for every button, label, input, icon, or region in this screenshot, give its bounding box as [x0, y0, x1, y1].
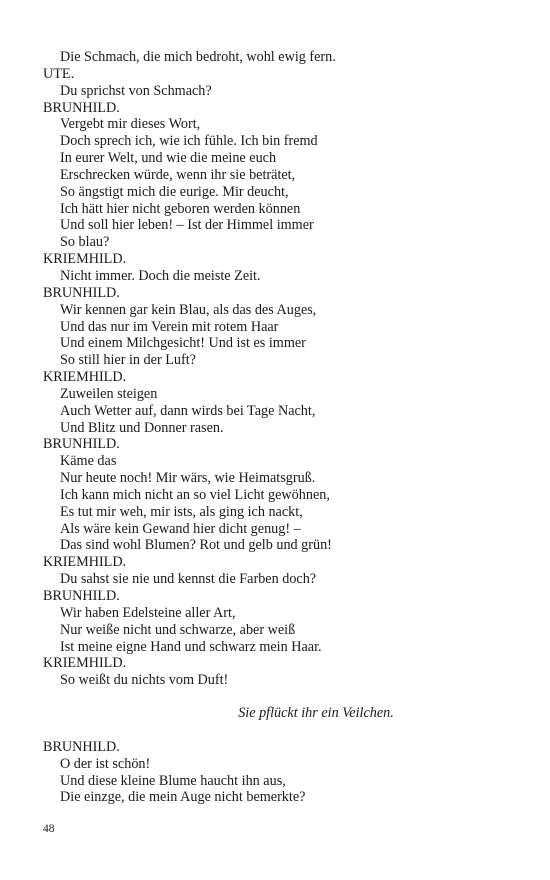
verse-line: Du sahst sie nie und kennst die Farben doch?	[60, 571, 317, 588]
page-number: 48	[43, 823, 55, 835]
verse-line: Das sind wohl Blumen? Rot und gelb und grün!	[60, 537, 332, 554]
verse-line: Nur heute noch! Mir wärs, wie Heimatsgruß.	[60, 470, 316, 487]
verse-line: So ängstigt mich die eurige. Mir deucht,	[60, 183, 289, 200]
speaker-name: BRUNHILD.	[43, 588, 120, 604]
speaker-name: KRIEMHILD.	[43, 655, 127, 672]
speaker-name: BRUNHILD.	[43, 284, 120, 301]
verse-line: Und soll hier leben! – Ist der Himmel immer	[60, 217, 314, 234]
verse-line: Und diese kleine Blume haucht ihn aus,	[60, 772, 286, 789]
verse-line: Du sprichst von Schmach?	[60, 82, 212, 99]
verse-line: Als wäre kein Gewand hier dicht genug! –	[60, 520, 301, 537]
speaker-name: KRIEMHILD.	[43, 554, 127, 571]
verse-line: Wir haben Edelsteine aller Art,	[60, 604, 236, 621]
verse-line: Die einzge, die mein Auge nicht bemerkte?	[60, 789, 306, 806]
verse-line: Ich kann mich nicht an so viel Licht gewöhnen,	[60, 486, 330, 503]
verse-line: So weißt du nichts vom Duft!	[60, 672, 229, 689]
verse-line: Erschrecken würde, wenn ihr sie beträtet,	[60, 166, 296, 183]
speaker-name: BRUNHILD.	[43, 436, 120, 453]
verse-line: Nicht immer. Doch die meiste Zeit.	[60, 267, 261, 284]
verse-line: Vergebt mir dieses Wort,	[60, 116, 201, 133]
verse-line: Und Blitz und Donner rasen.	[60, 419, 224, 436]
verse-line: Die Schmach, die mich bedroht, wohl ewig fern.	[60, 49, 336, 65]
verse-line: Ist meine eigne Hand und schwarz mein Haar.	[60, 638, 322, 655]
verse-line: Zuweilen steigen	[60, 385, 158, 402]
speaker-name: KRIEMHILD.	[43, 369, 127, 386]
stage-direction: Sie pflückt ihr ein Veilchen.	[238, 705, 394, 722]
verse-line: O der ist schön!	[60, 755, 151, 772]
verse-line: Ich hätt hier nicht geboren werden können	[60, 200, 301, 217]
verse-line: Und das nur im Verein mit rotem Haar	[60, 318, 279, 335]
verse-line: Und einem Milchgesicht! Und ist es immer	[60, 335, 306, 352]
speaker-name: BRUNHILD.	[43, 738, 120, 755]
verse-line: In eurer Welt, und wie die meine euch	[60, 150, 277, 167]
verse-line: So blau?	[60, 234, 110, 251]
speaker-name: KRIEMHILD.	[43, 251, 127, 268]
verse-line: Käme das	[60, 453, 117, 470]
verse-line: Wir kennen gar kein Blau, als das des Auges,	[60, 301, 317, 318]
speaker-name: BRUNHILD.	[43, 99, 120, 116]
verse-line: Es tut mir weh, mir ists, als ging ich nackt,	[60, 503, 303, 520]
text-block	[43, 49, 513, 806]
verse-line: Auch Wetter auf, dann wirds bei Tage Nacht,	[60, 402, 316, 419]
verse-line: Doch sprech ich, wie ich fühle. Ich bin fremd	[60, 133, 318, 150]
speaker-name: UTE.	[43, 65, 75, 82]
verse-line: Nur weiße nicht und schwarze, aber weiß	[60, 621, 296, 638]
verse-line: So still hier in der Luft?	[60, 352, 196, 369]
